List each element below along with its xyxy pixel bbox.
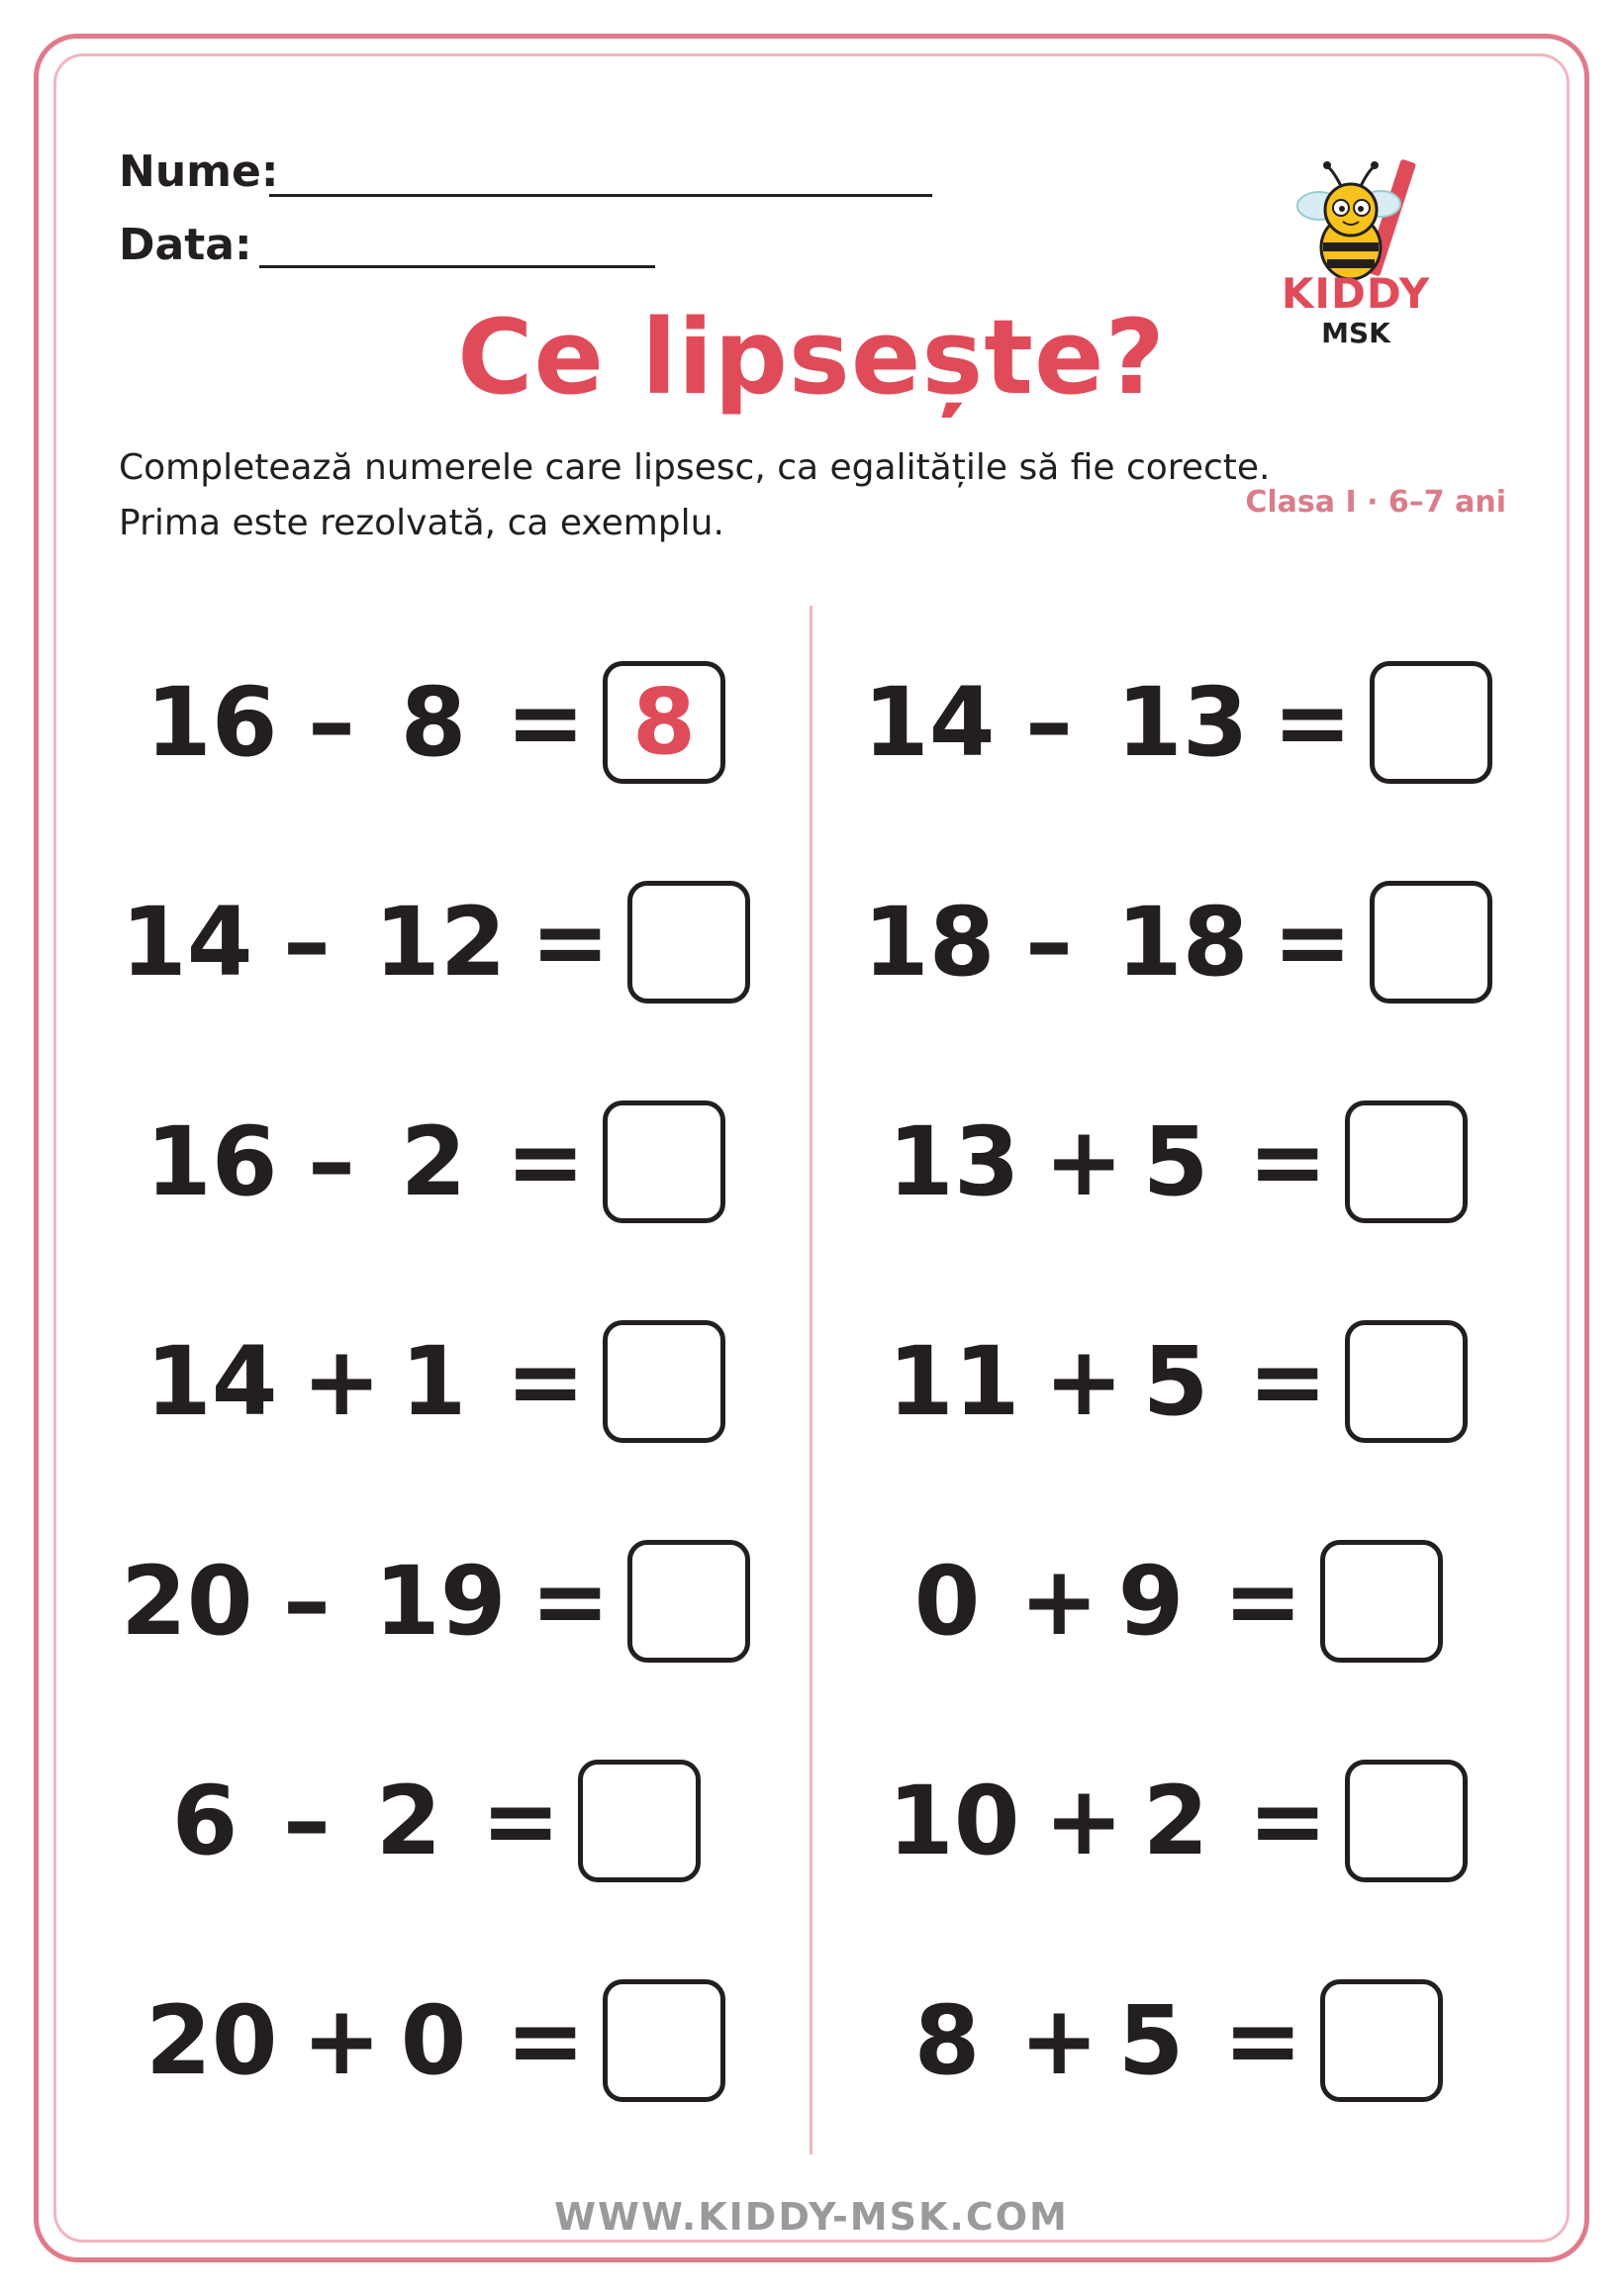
operand-a: 14	[121, 887, 253, 998]
answer-box[interactable]	[1345, 1760, 1468, 1882]
operator: +	[1044, 1106, 1124, 1217]
answer-box[interactable]	[627, 1540, 750, 1663]
equation-row	[912, 1979, 1443, 2102]
operand-a: 16	[145, 667, 278, 778]
operator: +	[302, 1985, 382, 2096]
operator: +	[302, 1326, 382, 1437]
answer-box[interactable]	[1370, 881, 1492, 1004]
operand-b: 0	[400, 1985, 467, 2096]
equals-sign: =	[506, 1106, 586, 1217]
answer-box[interactable]	[627, 881, 750, 1004]
operand-b: 2	[375, 1766, 442, 1876]
operand-b: 1	[400, 1326, 467, 1437]
equals-sign: =	[1273, 667, 1353, 778]
operand-a: 14	[145, 1326, 278, 1437]
operand-a: 13	[888, 1106, 1020, 1217]
name-label: Nume:	[119, 146, 279, 197]
answer-box[interactable]	[1370, 661, 1492, 784]
operator: –	[283, 1766, 331, 1876]
operator: –	[283, 887, 331, 998]
answer-box[interactable]	[578, 1760, 701, 1882]
equals-sign: =	[1223, 1546, 1303, 1657]
instruction-line-2: Prima este rezolvată, ca exemplu.	[119, 503, 724, 543]
equation-row	[888, 1100, 1468, 1223]
equals-sign: =	[1223, 1985, 1303, 2096]
instruction-line-1: Completează numerele care lipsesc, ca egalitățile să fie corecte.	[119, 447, 1271, 488]
equals-sign: =	[1248, 1326, 1328, 1437]
operand-a: 0	[913, 1546, 981, 1657]
grade-label: Clasa I · 6–7 ani	[1245, 485, 1506, 520]
footer-url: WWW.KIDDY-MSK.COM	[554, 2195, 1069, 2239]
equation-row	[121, 1540, 750, 1663]
operand-a: 20	[145, 1985, 278, 2096]
equals-sign: =	[1248, 1106, 1328, 1217]
equals-sign: =	[530, 887, 611, 998]
operand-b: 9	[1117, 1546, 1185, 1657]
answer-box[interactable]	[1320, 1540, 1443, 1663]
equation-row	[145, 1100, 725, 1223]
equals-sign: =	[506, 1985, 586, 2096]
operand-a: 18	[863, 887, 996, 998]
date-field[interactable]	[259, 265, 655, 268]
operand-a: 6	[171, 1766, 239, 1876]
operator: –	[1025, 667, 1073, 778]
operand-a: 8	[913, 1985, 981, 2096]
equals-sign: =	[530, 1546, 611, 1657]
operator: –	[283, 1546, 331, 1657]
answer-box[interactable]	[603, 1979, 725, 2102]
operand-a: 20	[121, 1546, 253, 1657]
logo-text: KIDDY	[1281, 269, 1431, 318]
operand-a: 11	[888, 1326, 1020, 1437]
operand-b: 2	[400, 1106, 467, 1217]
answer-box[interactable]	[1345, 1100, 1468, 1223]
date-label: Data:	[119, 220, 252, 270]
answer-box[interactable]	[603, 1100, 725, 1223]
operand-b: 8	[400, 667, 467, 778]
answer-box[interactable]	[1320, 1979, 1443, 2102]
equation-row	[145, 661, 725, 784]
equals-sign: =	[481, 1766, 561, 1876]
operand-b: 5	[1142, 1106, 1209, 1217]
operand-b: 2	[1142, 1766, 1209, 1876]
equation-row	[888, 1320, 1468, 1443]
equation-row	[121, 881, 750, 1004]
logo-subtext: MSK	[1321, 317, 1390, 349]
operand-b: 18	[1116, 887, 1249, 998]
operand-b: 5	[1117, 1985, 1185, 2096]
operand-a: 14	[863, 667, 996, 778]
equation-row	[888, 1760, 1468, 1882]
operand-a: 10	[888, 1766, 1020, 1876]
page-title: Ce lipsește?	[457, 297, 1166, 418]
answer-box[interactable]	[1345, 1320, 1468, 1443]
name-field[interactable]	[269, 194, 932, 197]
equals-sign: =	[506, 667, 586, 778]
operator: –	[308, 667, 355, 778]
equals-sign: =	[1248, 1766, 1328, 1876]
equation-row	[863, 661, 1492, 784]
operand-b: 19	[374, 1546, 507, 1657]
operand-b: 5	[1142, 1326, 1209, 1437]
operator: +	[1044, 1766, 1124, 1876]
equation-row	[145, 1979, 725, 2102]
answer-box[interactable]: 8	[603, 661, 725, 784]
operand-b: 13	[1116, 667, 1249, 778]
equation-row	[170, 1760, 701, 1882]
equation-row	[145, 1320, 725, 1443]
equation-row	[912, 1540, 1443, 1663]
operator: –	[308, 1106, 355, 1217]
operand-a: 16	[145, 1106, 278, 1217]
operator: –	[1025, 887, 1073, 998]
equation-row	[863, 881, 1492, 1004]
operator: +	[1019, 1546, 1099, 1657]
operator: +	[1044, 1326, 1124, 1437]
equals-sign: =	[506, 1326, 586, 1437]
operator: +	[1019, 1985, 1099, 2096]
equals-sign: =	[1273, 887, 1353, 998]
column-divider	[810, 606, 812, 2154]
answer-box[interactable]	[603, 1320, 725, 1443]
operand-b: 12	[374, 887, 507, 998]
